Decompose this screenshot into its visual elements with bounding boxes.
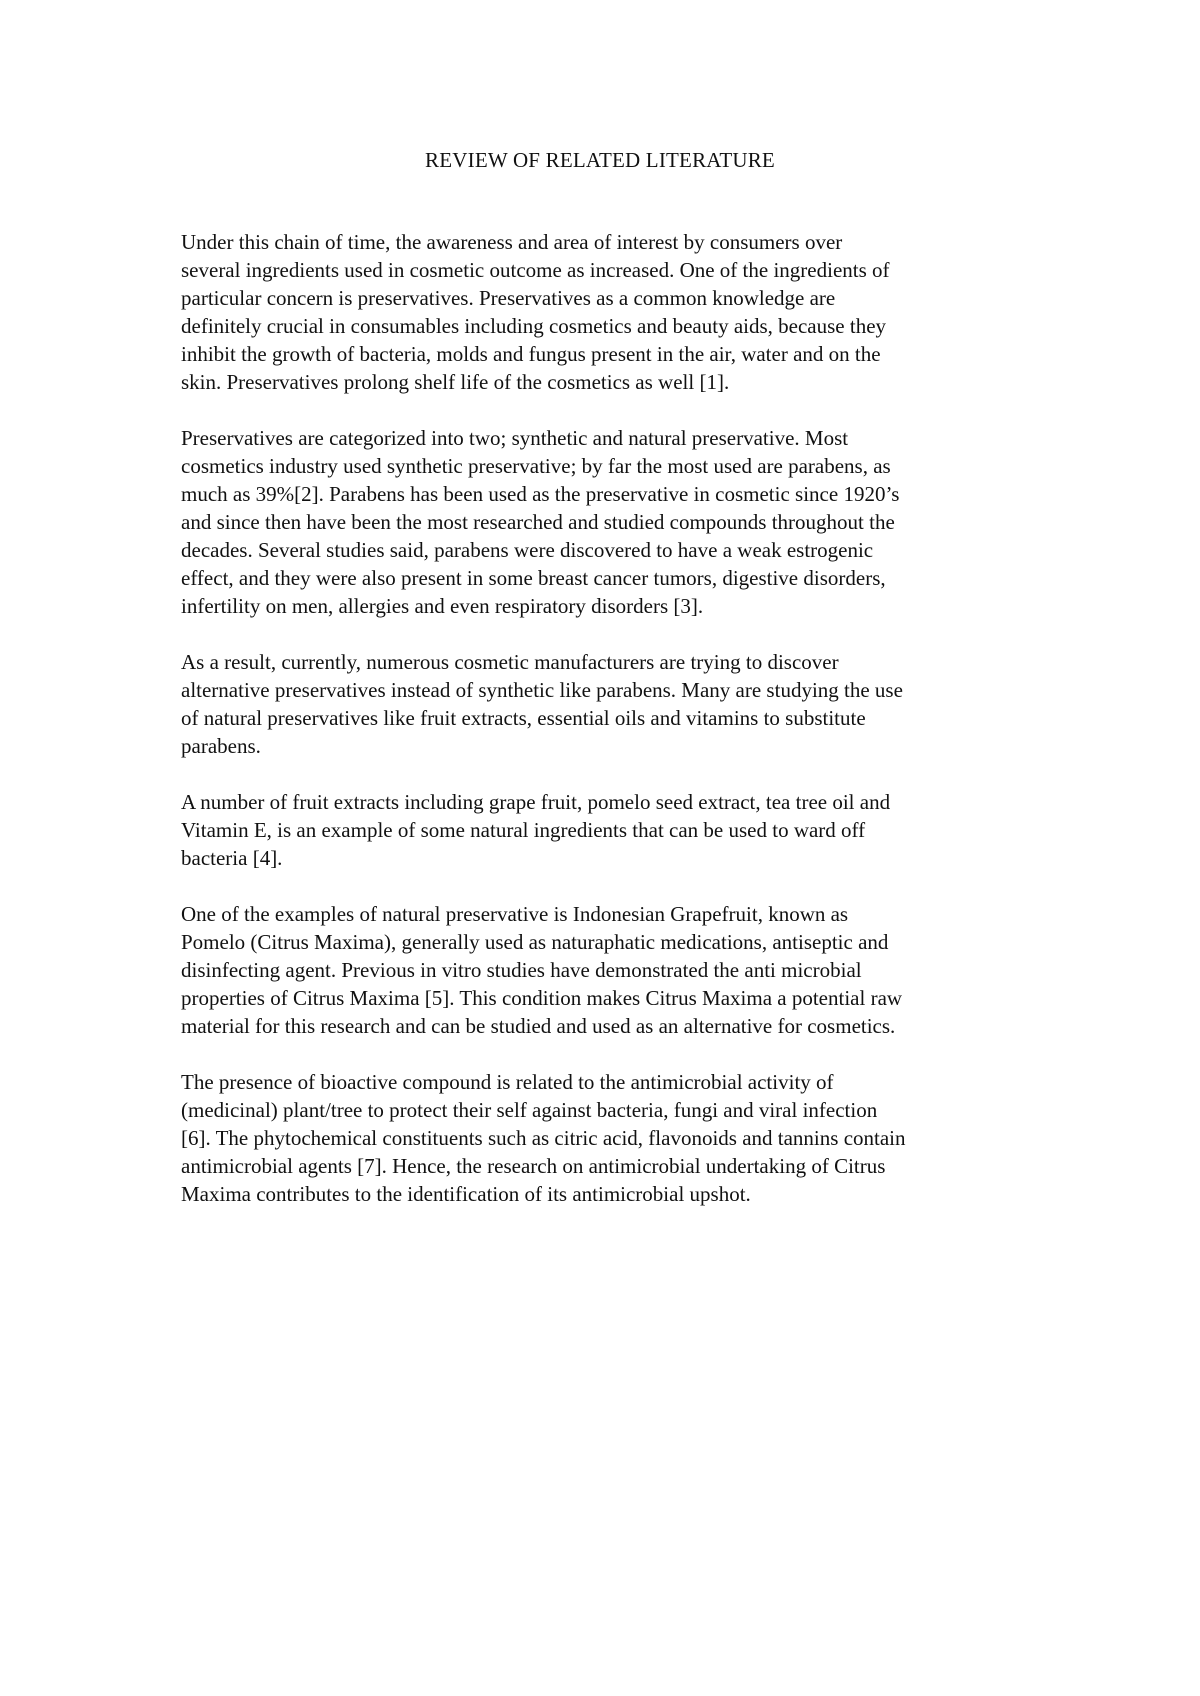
- text-line: of natural preservatives like fruit extracts, essential oils and vitamins to substitute: [181, 706, 866, 730]
- text-line: antimicrobial agents [7]. Hence, the research on antimicrobial undertaking of Citrus: [181, 1154, 886, 1178]
- text-line: bacteria [4].: [181, 846, 283, 870]
- text-line: [6]. The phytochemical constituents such as citric acid, flavonoids and tannins contain: [181, 1126, 906, 1150]
- paragraph-4: [181, 788, 1041, 872]
- paragraph-5: [181, 900, 1041, 1040]
- text-line: The presence of bioactive compound is related to the antimicrobial activity of: [181, 1070, 834, 1094]
- paragraph-6: [181, 1068, 1041, 1208]
- text-line: parabens.: [181, 734, 261, 758]
- text-line: Maxima contributes to the identification of its antimicrobial upshot.: [181, 1182, 751, 1206]
- text-line: A number of fruit extracts including grape fruit, pomelo seed extract, tea tree oil and: [181, 790, 891, 814]
- text-line: and since then have been the most researched and studied compounds throughout the: [181, 510, 895, 534]
- text-line: As a result, currently, numerous cosmetic manufacturers are trying to discover: [181, 650, 839, 674]
- text-line: material for this research and can be studied and used as an alternative for cosmetics.: [181, 1014, 896, 1038]
- text-line: (medicinal) plant/tree to protect their self against bacteria, fungi and viral infection: [181, 1098, 878, 1122]
- text-line: much as 39%[2]. Parabens has been used as the preservative in cosmetic since 1920’s: [181, 482, 900, 506]
- text-line: particular concern is preservatives. Preservatives as a common knowledge are: [181, 286, 836, 310]
- text-line: Vitamin E, is an example of some natural ingredients that can be used to ward off: [181, 818, 866, 842]
- text-line: disinfecting agent. Previous in vitro studies have demonstrated the anti microbial: [181, 958, 862, 982]
- text-line: infertility on men, allergies and even respiratory disorders [3].: [181, 594, 704, 618]
- text-line: Under this chain of time, the awareness and area of interest by consumers over: [181, 230, 843, 254]
- paragraph-3: [181, 648, 1041, 760]
- text-line: effect, and they were also present in some breast cancer tumors, digestive disorders,: [181, 566, 886, 590]
- text-line: properties of Citrus Maxima [5]. This condition makes Citrus Maxima a potential raw: [181, 986, 903, 1010]
- paragraph-1: [181, 228, 1041, 396]
- text-line: cosmetics industry used synthetic preservative; by far the most used are parabens, as: [181, 454, 891, 478]
- text-line: several ingredients used in cosmetic outcome as increased. One of the ingredients of: [181, 258, 890, 282]
- text-line: alternative preservatives instead of synthetic like parabens. Many are studying the use: [181, 678, 903, 702]
- paragraph-2: [181, 424, 1041, 620]
- document-title: REVIEW OF RELATED LITERATURE: [425, 148, 775, 172]
- text-line: Preservatives are categorized into two; synthetic and natural preservative. Most: [181, 426, 849, 450]
- text-line: inhibit the growth of bacteria, molds and fungus present in the air, water and on the: [181, 342, 881, 366]
- text-line: skin. Preservatives prolong shelf life of the cosmetics as well [1].: [181, 370, 730, 394]
- text-line: One of the examples of natural preservative is Indonesian Grapefruit, known as: [181, 902, 849, 926]
- text-line: Pomelo (Citrus Maxima), generally used as naturaphatic medications, antiseptic and: [181, 930, 889, 954]
- text-line: decades. Several studies said, parabens were discovered to have a weak estrogenic: [181, 538, 874, 562]
- text-line: definitely crucial in consumables including cosmetics and beauty aids, because they: [181, 314, 887, 338]
- document-body: [181, 228, 1041, 1236]
